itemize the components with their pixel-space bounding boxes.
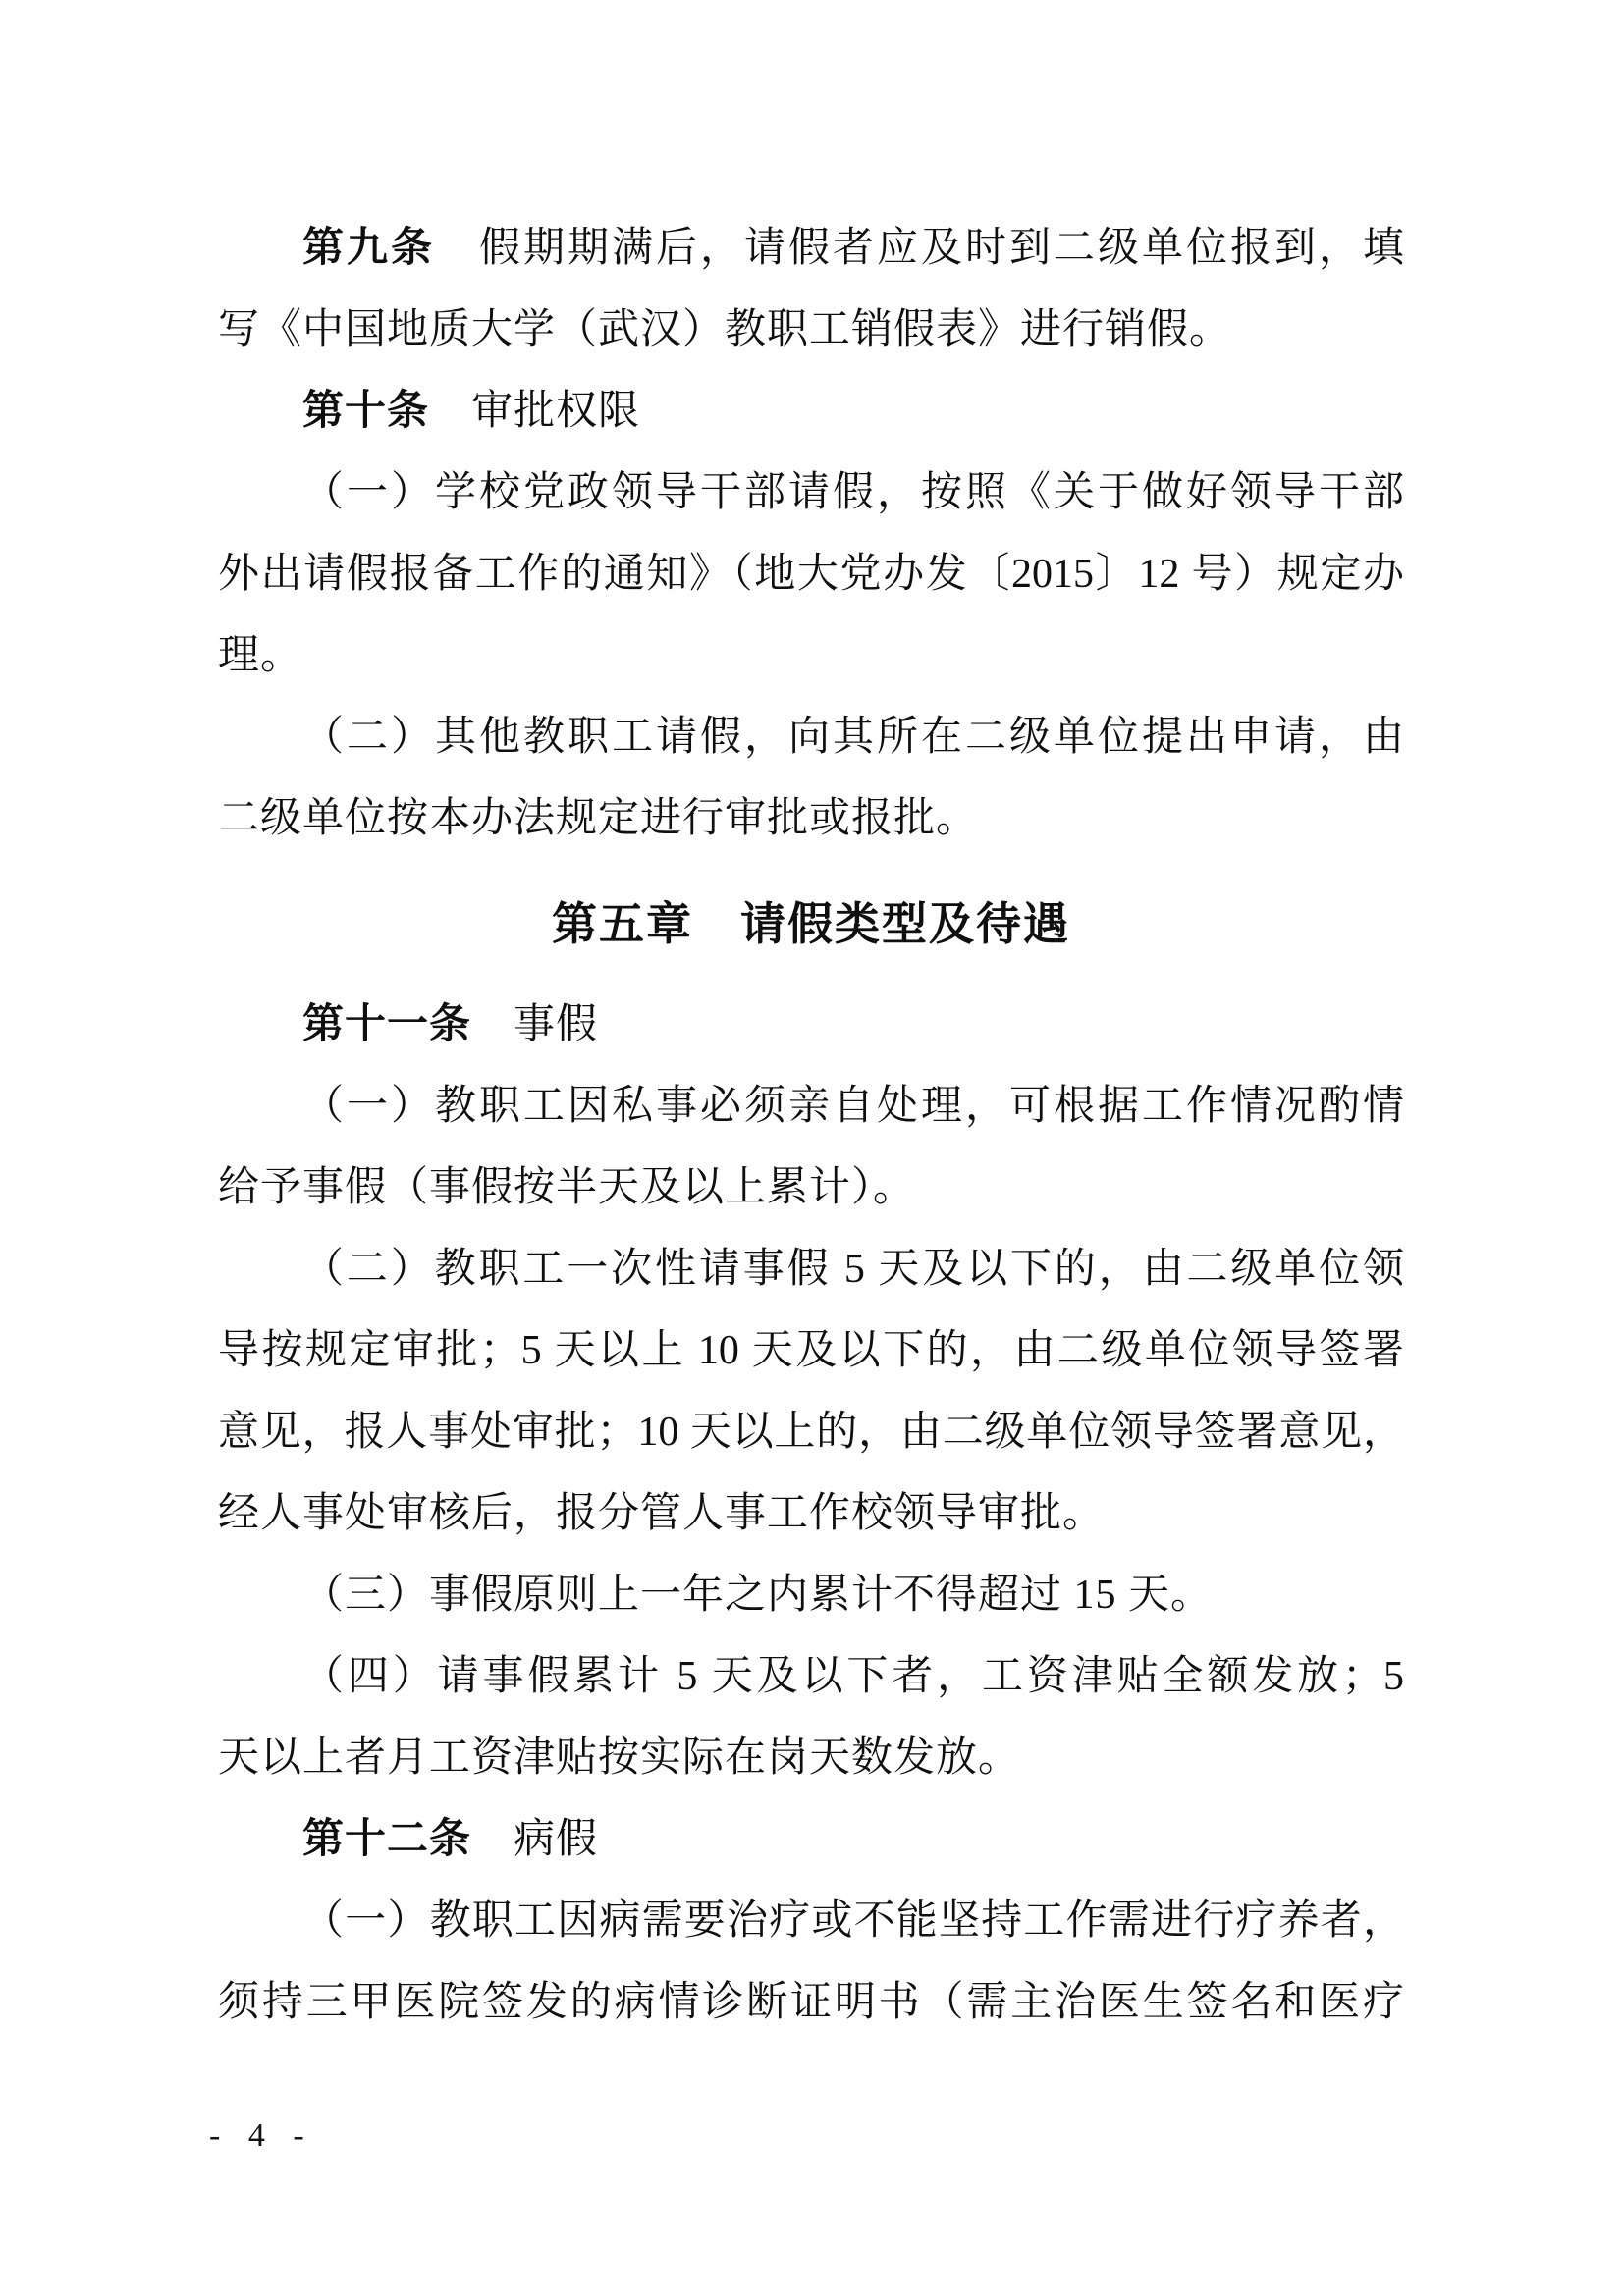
- text-segment: 给予事假（事假按半天及以上累计）。: [218, 1165, 916, 1210]
- text-segment: 导按规定审批；5 天以上 10 天及以下的，由二级单位领导签署: [218, 1328, 1404, 1373]
- page-number: - 4 -: [209, 2117, 310, 2154]
- text-line: [218, 1392, 1404, 1473]
- text-line: [218, 1066, 1404, 1148]
- text-line: [218, 371, 1404, 453]
- text-segment: 外出请假报备工作的通知》（地大党办发〔2015〕12 号）规定办: [218, 552, 1404, 597]
- text-segment: 理。: [218, 633, 303, 678]
- text-segment: （四）请事假累计 5 天及以下者，工资津贴全额发放；5: [302, 1654, 1404, 1699]
- text-line: [218, 1229, 1404, 1310]
- text-segment: （一）学校党政领导干部请假，按照《关于做好领导干部: [302, 470, 1404, 515]
- text-segment: （二）其他教职工请假，向其所在二级单位提出申请，由: [302, 715, 1404, 760]
- text-segment: （二）教职工一次性请事假 5 天及以下的，由二级单位领: [302, 1247, 1404, 1292]
- text-line: [218, 453, 1404, 534]
- text-line: [218, 985, 1404, 1066]
- text-segment: 天以上者月工资津贴按实际在岗天数发放。: [218, 1735, 1021, 1781]
- bold-term: 第五章 请假类型及待遇: [552, 899, 1070, 949]
- text-line: [218, 290, 1404, 371]
- bold-term: 第十条: [302, 389, 430, 434]
- text-line: [218, 697, 1404, 778]
- text-line: [218, 1799, 1404, 1881]
- text-line: [218, 1636, 1404, 1718]
- text-segment: 假期期满后，请假者应及时到二级单位报到，填: [435, 226, 1404, 271]
- text-line: [218, 1555, 1404, 1636]
- text-line: [218, 1718, 1404, 1799]
- text-segment: 意见，报人事处审批；10 天以上的，由二级单位领导签署意见，: [218, 1410, 1404, 1455]
- text-line: [218, 1473, 1404, 1555]
- text-segment: 二级单位按本办法规定进行审批或报批。: [218, 796, 979, 841]
- text-segment: 事假: [471, 1002, 599, 1047]
- page-footer: [209, 2109, 310, 2163]
- text-line: [218, 778, 1404, 860]
- document-content: [218, 208, 1404, 2044]
- bold-term: 第九条: [302, 226, 435, 271]
- text-segment: 审批权限: [429, 389, 641, 434]
- text-line: [218, 1148, 1404, 1229]
- text-segment: 病假: [471, 1817, 599, 1862]
- bold-term: 第十二条: [302, 1817, 472, 1862]
- text-line: [218, 615, 1404, 697]
- text-segment: 须持三甲医院签发的病情诊断证明书（需主治医生签名和医疗: [218, 1980, 1404, 2025]
- text-segment: 写《中国地质大学（武汉）教职工销假表》进行销假。: [218, 307, 1232, 352]
- text-segment: （三）事假原则上一年之内累计不得超过 15 天。: [302, 1573, 1214, 1618]
- text-line: [218, 534, 1404, 615]
- text-segment: 经人事处审核后，报分管人事工作校领导审批。: [218, 1491, 1106, 1536]
- text-line: [218, 1310, 1404, 1392]
- chapter-heading: [218, 883, 1404, 965]
- text-line: [218, 208, 1404, 290]
- text-segment: （一）教职工因病需要治疗或不能坚持工作需进行疗养者，: [302, 1898, 1404, 1944]
- text-line: [218, 1962, 1404, 2044]
- text-line: [218, 1881, 1404, 1962]
- bold-term: 第十一条: [302, 1002, 472, 1047]
- text-segment: （一）教职工因私事必须亲自处理，可根据工作情况酌情: [302, 1084, 1404, 1129]
